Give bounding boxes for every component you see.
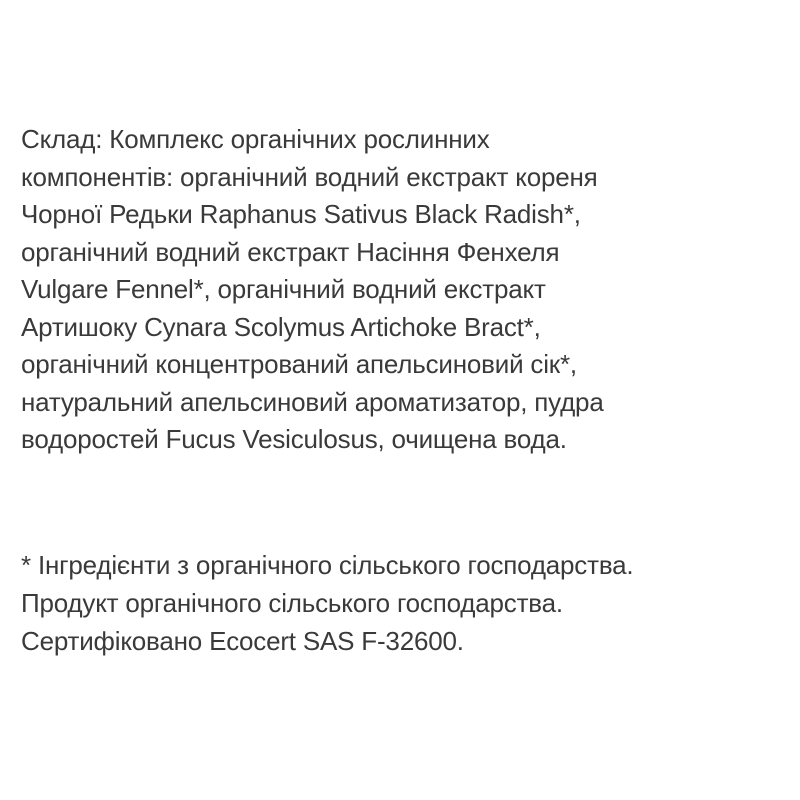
composition-line: органічний концентрований апельсиновий сік*, [21,349,577,379]
composition-line: Чорної Редьки Raphanus Sativus Black Radish*, [21,199,581,229]
composition-line: Vulgare Fennel*, органічний водний екстракт [21,274,546,304]
footnotes-paragraph [21,546,796,660]
composition-line: компонентів: органічний водний екстракт кореня [21,161,598,192]
composition-line: водоростей Fucus Vesiculosus, очищена вода. [21,424,567,454]
organic-ingredients-note: * Інгредієнти з органічного сільського господарства. [21,550,634,580]
certification-note: Сертифіковано Ecocert SAS F-32600. [21,626,464,656]
composition-line: органічний водний екстракт Насіння Фенхеля [21,236,560,267]
composition-line: Артишоку Cynara Scolymus Artichoke Bract*, [21,311,541,342]
composition-line: Склад: Комплекс органічних рослинних [21,124,490,154]
organic-product-note: Продукт органічного сільського господарства. [21,588,563,618]
composition-paragraph [21,121,791,459]
composition-line: натуральний апельсиновий ароматизатор, пудра [21,386,604,417]
